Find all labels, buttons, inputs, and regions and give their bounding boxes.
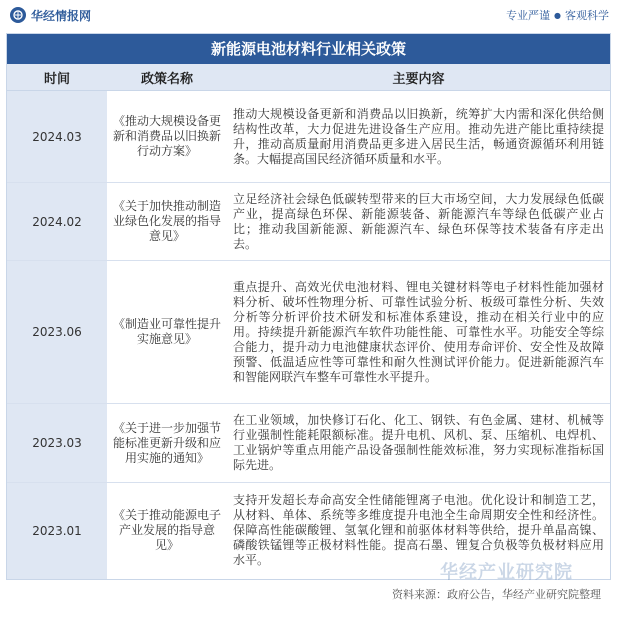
row-policy-name: 《关于加快推动制造业绿色化发展的指导意见》 — [107, 183, 227, 261]
row-content: 在工业领域，加快修订石化、化工、钢铁、有色金属、建材、机械等行业强制性能耗限额标准。提升电机、风机、泵、压缩机、电焊机、工业锅炉等重点用能产品设备强制性能效标准，努力实现标准指标国际先进。 — [227, 404, 610, 483]
table-header-row — [7, 64, 610, 91]
table-row — [7, 183, 610, 261]
row-content: 支持开发超长寿命高安全性储能锂离子电池。优化设计和制造工艺，从材料、单体、系统等多维度提升电池全生命周期安全性和经济性。保障高性能碳酸锂、氢氧化锂和前驱体材料等供给，提升单晶高镍、磷酸铁锰锂等正极材料性能。提高石墨、锂复合负极等负极材料应用水平。 — [227, 483, 610, 579]
row-date: 2024.02 — [7, 183, 107, 261]
row-date: 2023.06 — [7, 261, 107, 404]
table-title: 新能源电池材料行业相关政策 — [7, 34, 610, 64]
row-policy-name: 《关于进一步加强节能标准更新升级和应用实施的通知》 — [107, 404, 227, 483]
brand-logo-icon — [10, 7, 26, 23]
slogan — [506, 7, 609, 23]
row-policy-name: 《制造业可靠性提升实施意见》 — [107, 261, 227, 404]
column-header-name: 政策名称 — [107, 64, 227, 91]
policy-table-card — [6, 33, 611, 580]
table-row — [7, 91, 610, 183]
table-row — [7, 261, 610, 404]
row-content: 立足经济社会绿色低碳转型带来的巨大市场空间，大力发展绿色低碳产业，提高绿色环保、新能源装备、新能源汽车等绿色低碳产业占比；推动我国新能源、新能源汽车、绿色环保等技术装备有序走出去。 — [227, 183, 610, 261]
slogan-2: 客观科学 — [565, 9, 609, 22]
brand — [10, 7, 91, 24]
column-header-content: 主要内容 — [227, 64, 610, 91]
row-date: 2024.03 — [7, 91, 107, 183]
row-date: 2023.01 — [7, 483, 107, 579]
policy-table — [7, 64, 610, 579]
row-content: 重点提升、高效光伏电池材料、锂电关键材料等电子材料性能加强材料分析、破坏性物理分析、可靠性试验分析、板级可靠性分析、失效分析等分析评价技术研发和标准体系建设，推动在相关行业中的应用。持续提升新能源汽车软件功能性能、可靠性水平。功能安全等综合能力，提升动力电池健康状态评价、使用寿命评价、安全性及故障预警、低温适应性等可靠性和耐久性测试评价能力。促进新能源汽车和智能网联汽车整车可靠性水平提升。 — [227, 261, 610, 404]
row-policy-name: 《推动大规模设备更新和消费品以旧换新行动方案》 — [107, 91, 227, 183]
source-note: 资料来源：政府公告，华经产业研究院整理 — [392, 588, 601, 601]
row-policy-name: 《关于推动能源电子产业发展的指导意见》 — [107, 483, 227, 579]
top-bar — [0, 0, 617, 30]
table-row — [7, 404, 610, 483]
slogan-1: 专业严谨 — [506, 9, 551, 22]
brand-name: 华经情报网 — [31, 8, 92, 23]
column-header-date: 时间 — [7, 64, 107, 91]
row-content: 推动大规模设备更新和消费品以旧换新，统筹扩大内需和深化供给侧结构性改革，大力促进先进设备生产应用。推动先进产能比重持续提升，推动高质量耐用消费品更多进入居民生活，畅通资源循环利用链条。大幅提高国民经济循环质量和水平。 — [227, 91, 610, 183]
row-date: 2023.03 — [7, 404, 107, 483]
watermark: 华经产业研究院 — [440, 562, 573, 583]
bullet-dot-icon: ● — [554, 10, 561, 20]
